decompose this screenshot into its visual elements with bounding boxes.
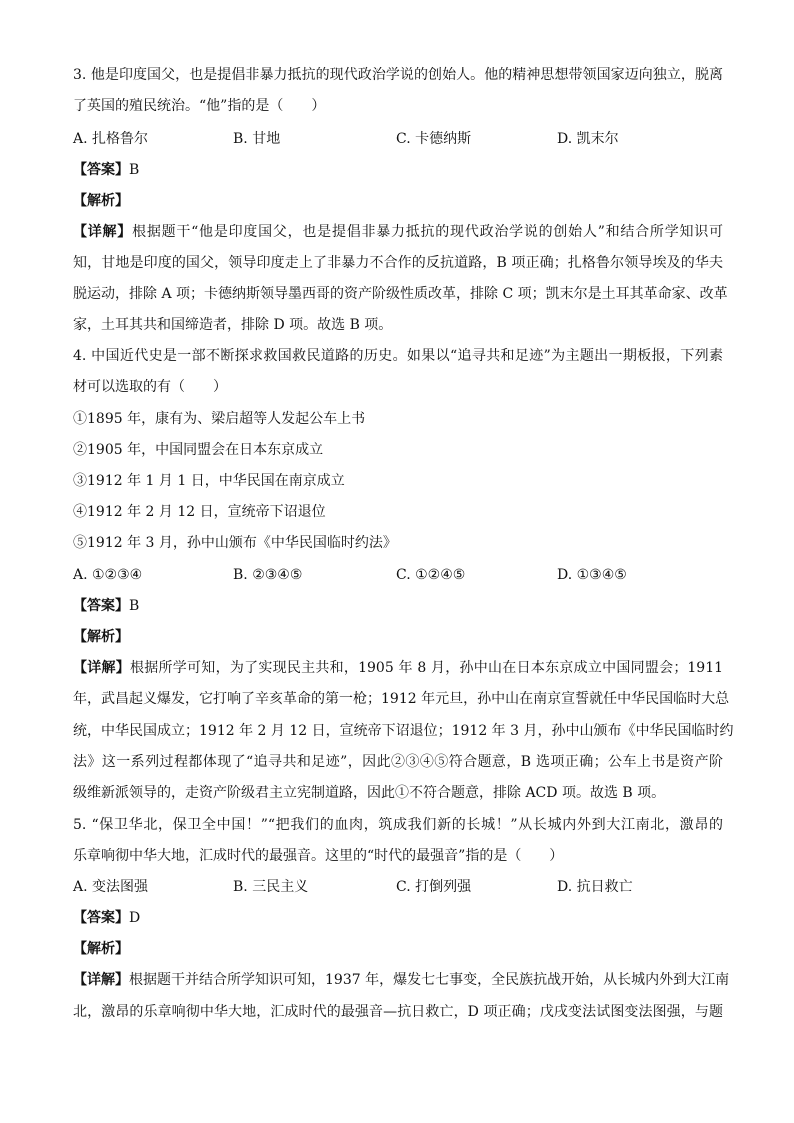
q3-options (73, 129, 723, 149)
q4-option-b: B. ②③④⑤ (233, 567, 303, 583)
q4-detail-line-4: 法》这一系列过程都体现了“追寻共和足迹”，因此②③④⑤符合题意，B 选项正确；公车上书是资产阶 (73, 754, 723, 770)
q3-detail-text-1: 根据题干“他是印度国父，也是提倡非暴力抵抗的现代政治学说的创始人”和结合所学知识可 (132, 224, 723, 240)
q3-detail-line-4: 家，土耳其共和国缔造者，排除 D 项。故选 B 项。 (73, 317, 393, 333)
q3-detail-line-2: 知，甘地是印度的国父，领导印度走上了非暴力不合作的反抗道路，B 项正确；扎格鲁尔领导埃及的华夫 (73, 255, 723, 271)
q3-option-c: C. 卡德纳斯 (396, 131, 472, 147)
q4-item-1: ①1895 年，康有为、梁启超等人发起公车上书 (73, 411, 366, 427)
q5-answer (73, 908, 140, 928)
q5-option-d: D. 抗日救亡 (557, 879, 633, 895)
q4-answer (73, 596, 139, 616)
q5-answer-value: D (129, 910, 141, 926)
q3-option-b: B. 甘地 (233, 131, 281, 147)
q5-detail-text-1: 根据题干并结合所学知识可知，1937 年，爆发七七事变，全民族抗战开始，从长城内外到大江南 (129, 972, 730, 988)
q4-item-2: ②1905 年，中国同盟会在日本东京成立 (73, 442, 324, 458)
q5-option-c: C. 打倒列强 (396, 879, 472, 895)
q5-answer-label: 【答案】 (73, 910, 129, 926)
q4-detail-label: 【详解】 (73, 660, 131, 676)
q3-analysis-label: 【解析】 (73, 193, 129, 209)
q4-answer-label: 【答案】 (73, 598, 129, 614)
q3-stem-line-1: 3. 他是印度国父，也是提倡非暴力抵抗的现代政治学说的创始人。他的精神思想带领国家迈向独立，脱离 (73, 67, 723, 83)
q3-detail-line-1 (73, 222, 723, 242)
q3-detail-line-3: 脱运动，排除 A 项；卡德纳斯领导墨西哥的资产阶级性质改革，排除 C 项；凯末尔是土耳其革命家、改革 (73, 286, 728, 302)
q4-stem-line-1: 4. 中国近代史是一部不断探求救国救民道路的历史。如果以“追寻共和足迹”为主题出一期板报，下列素 (73, 348, 723, 364)
q3-answer-value: B (129, 162, 140, 178)
q3-answer (73, 160, 139, 180)
q3-stem-line-2: 了英国的殖民统治。“他”指的是（ ） (73, 98, 326, 114)
q5-detail-label: 【详解】 (73, 972, 129, 988)
q5-stem-line-2: 乐章响彻中华大地，汇成时代的最强音。这里的“时代的最强音”指的是（ ） (73, 848, 564, 864)
q4-item-3: ③1912 年 1 月 1 日，中华民国在南京成立 (73, 473, 345, 489)
q4-answer-value: B (129, 598, 140, 614)
q4-option-d: D. ①③④⑤ (557, 567, 627, 583)
q5-stem-line-1: 5. “保卫华北，保卫全中国！”“把我们的血肉，筑成我们新的长城！”从长城内外到大江南北，激昂的 (73, 817, 723, 833)
q5-options (73, 877, 723, 897)
q3-option-a: A. 扎格鲁尔 (73, 131, 149, 147)
q3-answer-label: 【答案】 (73, 162, 129, 178)
q3-detail-label: 【详解】 (73, 224, 133, 240)
q4-option-c: C. ①②④⑤ (396, 567, 466, 583)
q5-analysis-label: 【解析】 (73, 941, 129, 957)
q3-option-d: D. 凯末尔 (557, 131, 619, 147)
q4-analysis-label: 【解析】 (73, 629, 129, 645)
q4-detail-line-2: 年，武昌起义爆发，它打响了辛亥革命的第一枪；1912 年元旦，孙中山在南京宣誓就任中华民国临时大总 (73, 691, 730, 707)
q4-detail-line-3: 统，中华民国成立；1912 年 2 月 12 日，宣统帝下诏退位；1912 年 3 月，孙中山颁布《中华民国临时约 (73, 723, 734, 739)
q5-option-b: B. 三民主义 (233, 879, 309, 895)
q4-item-4: ④1912 年 2 月 12 日，宣统帝下诏退位 (73, 504, 326, 520)
q4-detail-text-1: 根据所学可知，为了实现民主共和，1905 年 8 月，孙中山在日本东京成立中国同盟会；1911 (130, 660, 724, 676)
q4-detail-line-5: 级维新派领导的，走资产阶级君主立宪制道路，因此①不符合题意，排除 ACD 项。故选 B 项。 (73, 785, 666, 801)
q5-option-a: A. 变法图强 (73, 879, 149, 895)
q4-stem-line-2: 材可以选取的有（ ） (73, 379, 227, 395)
q4-options (73, 565, 723, 585)
q5-detail-line-2: 北，激昂的乐章响彻中华大地，汇成时代的最强音—抗日救亡，D 项正确；戊戌变法试图变法图强，与题 (73, 1004, 723, 1020)
q5-detail-line-1 (73, 970, 730, 990)
q4-detail-line-1 (73, 658, 723, 678)
q4-item-5: ⑤1912 年 3 月，孙中山颁布《中华民国临时约法》 (73, 535, 397, 551)
q4-option-a: A. ①②③④ (73, 567, 143, 583)
